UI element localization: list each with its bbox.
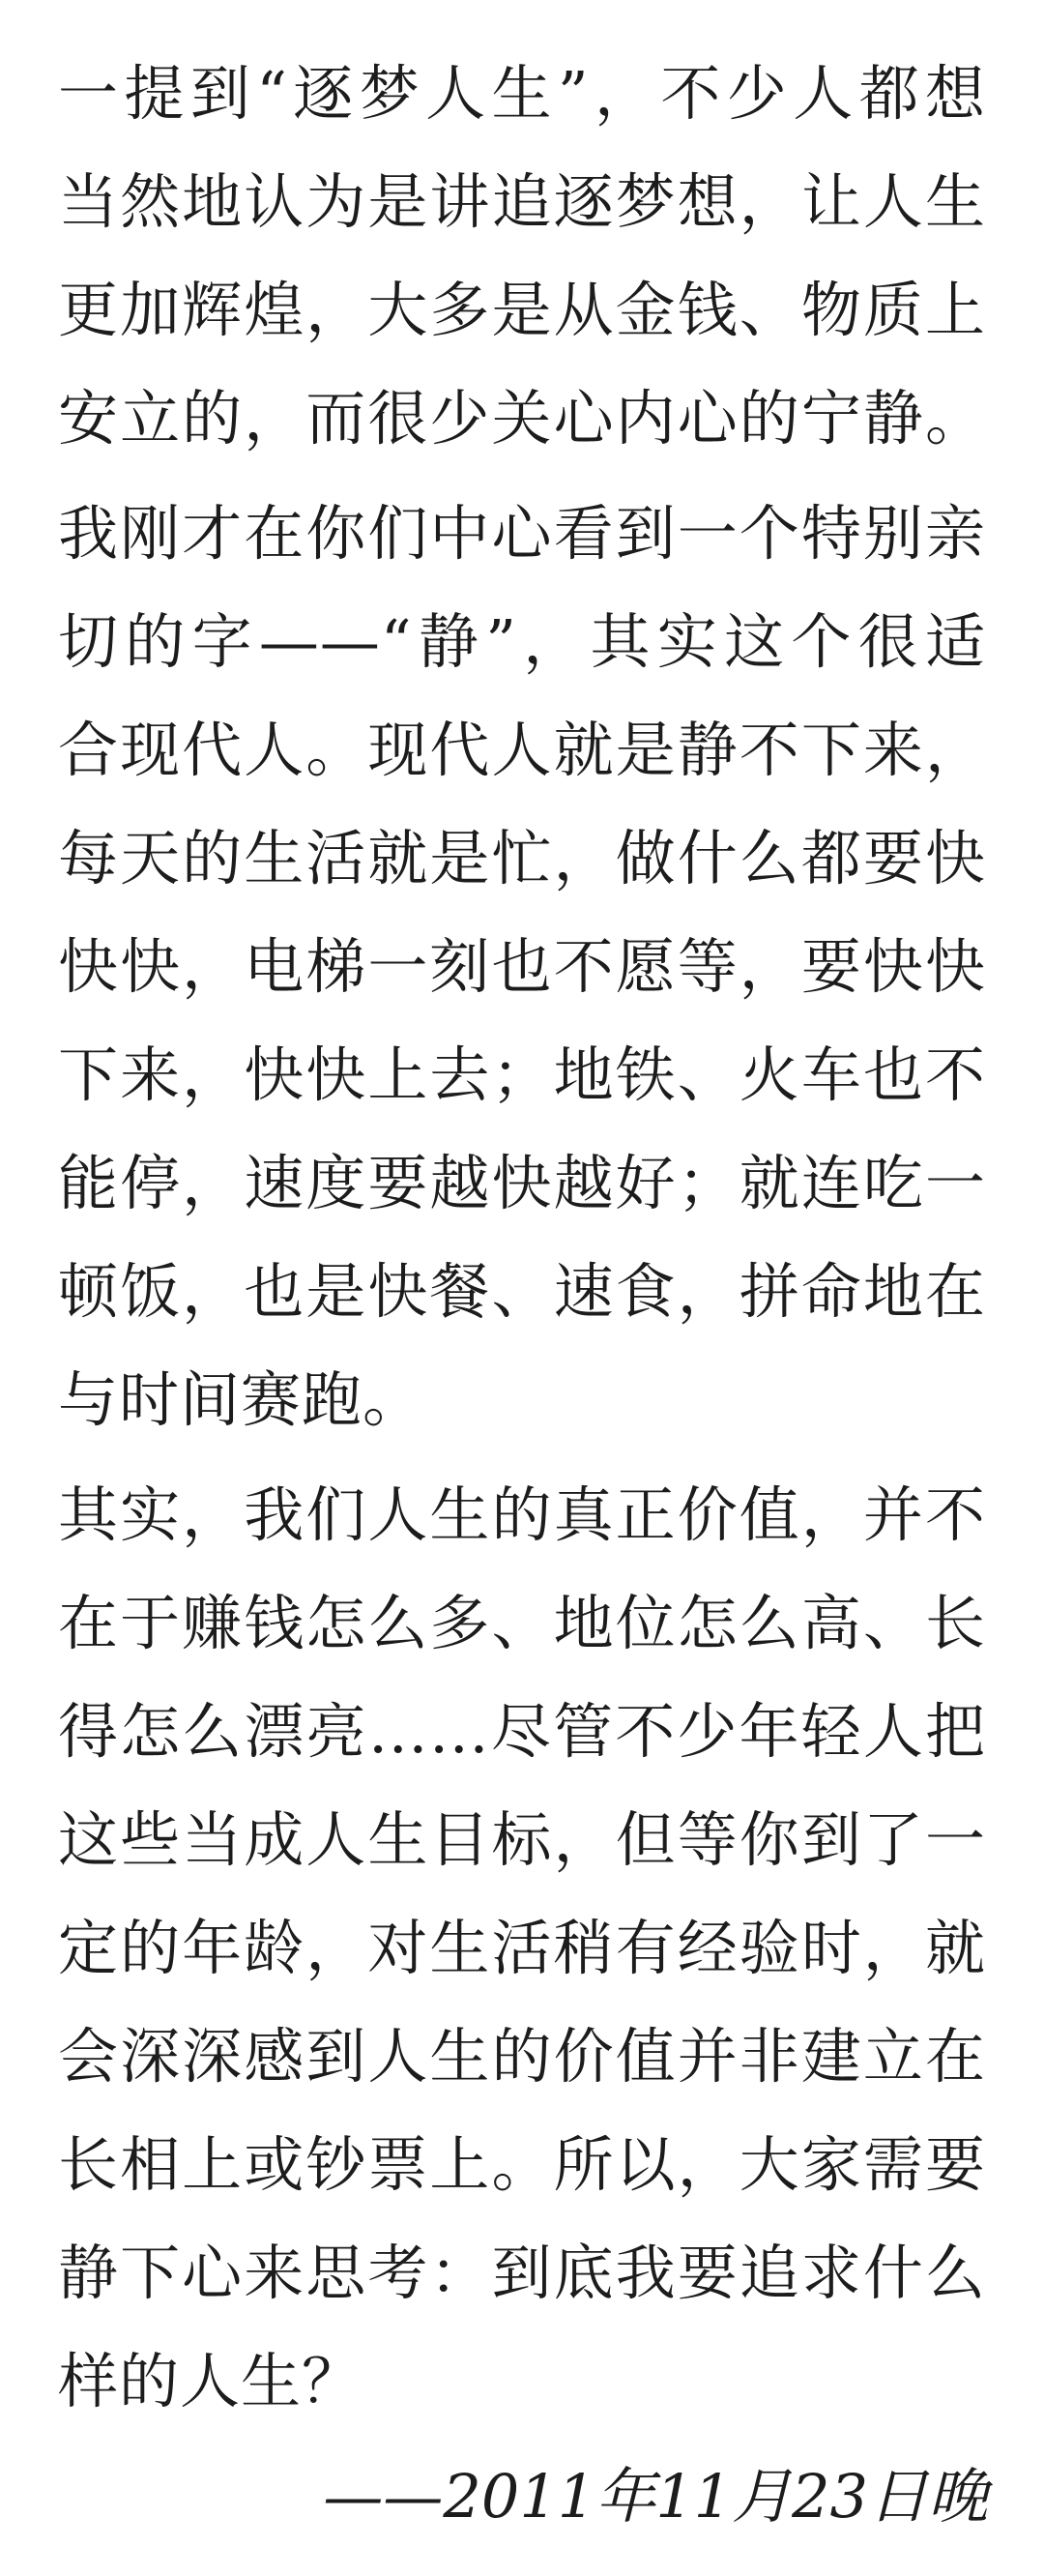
text-line: 在于赚钱怎么多、地位怎么高、长 <box>58 1588 986 1658</box>
text-line: 合现代人。现代人就是静不下来， <box>58 715 986 785</box>
text-line: 与时间赛跑。 <box>58 1364 424 1435</box>
text-line: 切的字——“静”，其实这个很适 <box>58 606 986 677</box>
text-line: 我刚才在你们中心看到一个特别亲 <box>58 498 986 569</box>
text-line: 这些当成人生目标，但等你到了一 <box>58 1804 986 1875</box>
text-line: 长相上或钞票上。所以，大家需要 <box>58 2129 986 2200</box>
text-line: 一提到“逐梦人生”，不少人都想 <box>58 58 986 129</box>
text-line: 静下心来思考：到底我要追求什么 <box>58 2238 986 2308</box>
text-line: 能停，速度要越快越好；就连吃一 <box>58 1148 986 1218</box>
text-line: 下来，快快上去；地铁、火车也不 <box>58 1039 986 1110</box>
text-line: 更加辉煌，大多是从金钱、物质上 <box>58 275 986 345</box>
signature-date: ——2011年11月23日晚 <box>323 2461 988 2532</box>
text-line: 安立的，而很少关心内心的宁静。 <box>58 383 986 454</box>
text-line: 当然地认为是讲追逐梦想，让人生 <box>58 166 986 237</box>
text-line: 会深深感到人生的价值并非建立在 <box>58 2021 986 2092</box>
text-line: 顿饭，也是快餐、速食，拼命地在 <box>58 1256 986 1327</box>
text-line: 样的人生？ <box>58 2346 363 2416</box>
text-line: 定的年龄，对生活稍有经验时，就 <box>58 1913 986 1983</box>
text-line: 其实，我们人生的真正价值，并不 <box>58 1479 986 1550</box>
text-line: 快快，电梯一刻也不愿等，要快快 <box>58 931 986 1002</box>
text-line: 得怎么漂亮……尽管不少年轻人把 <box>58 1696 986 1767</box>
text-line: 每天的生活就是忙，做什么都要快 <box>58 823 986 893</box>
